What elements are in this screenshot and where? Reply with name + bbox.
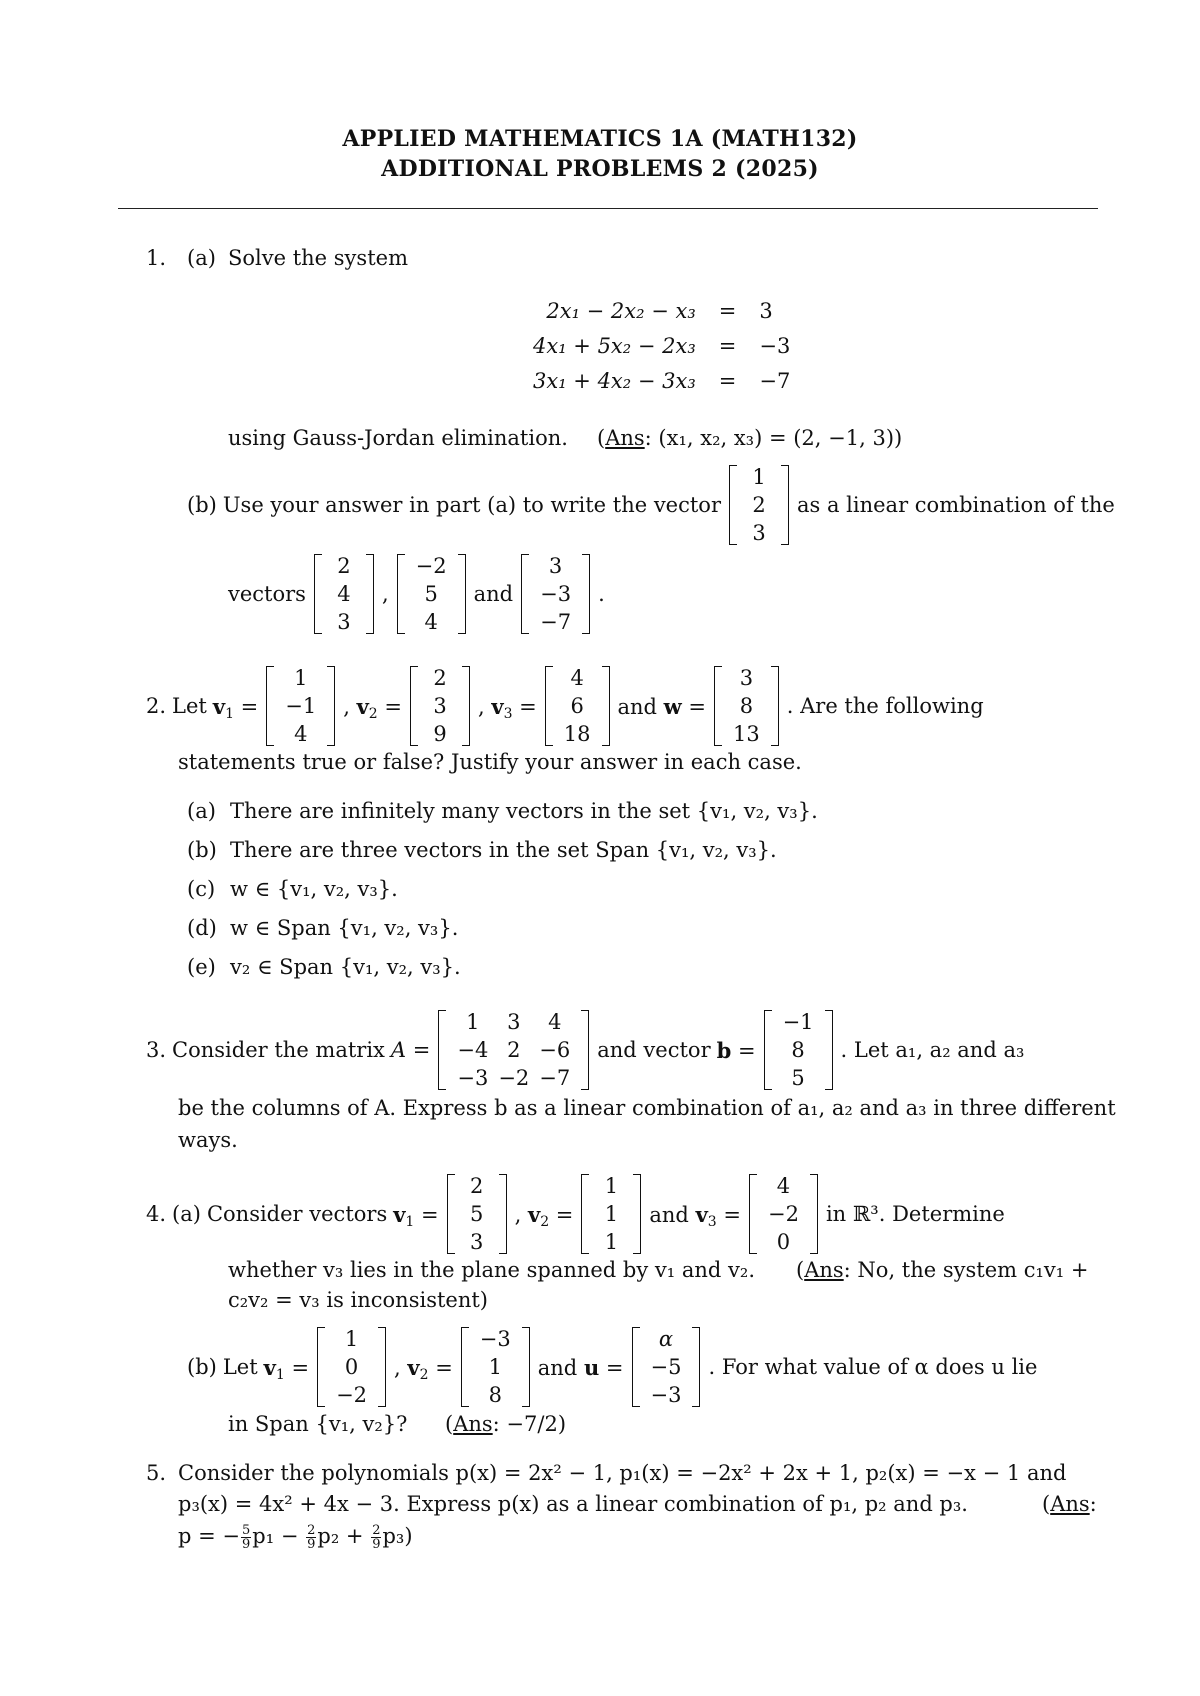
answer-label: Ans [804, 1258, 844, 1282]
equation-row [524, 329, 799, 364]
problem-1b-text: Use your answer in part (a) to write the vector [222, 493, 721, 517]
vector-entry: 1 [344, 1327, 359, 1351]
vector-entry: 3 [433, 694, 447, 718]
problem-2d-text: w ∈ Span {v₁, v₂, v₃}. [230, 916, 459, 940]
matrix-entry: −2 [498, 1066, 530, 1090]
answer-value: : (x₁, x₂, x₃) = (2, −1, 3)) [644, 426, 903, 450]
answer-value: : −7/2) [492, 1412, 567, 1436]
vector-v1 [315, 1325, 388, 1409]
equation-rhs: −3 [759, 334, 791, 358]
equation-rel: = [718, 299, 737, 323]
problem-4b-let: Let [222, 1355, 258, 1379]
vector-entry: 4 [776, 1174, 791, 1198]
problem-3-tail: . Let a₁, a₂ and a₃ [840, 1038, 1025, 1062]
answer-label: Ans [605, 426, 645, 450]
matrix-entry: 2 [507, 1038, 521, 1062]
problem-4a-tail: in ℝ³. Determine [825, 1202, 1005, 1226]
vector-entry: 1 [294, 666, 308, 690]
vector-v2 [408, 664, 472, 748]
vector-u [630, 1325, 703, 1409]
problem-2c-label: (c) [187, 877, 216, 901]
problem-2b-text: There are three vectors in the set Span {v₁, v₂, v₃}. [230, 838, 777, 862]
vector-v2 [579, 1172, 643, 1256]
vector-entry: α [658, 1327, 674, 1351]
problem-3-intro: Consider the matrix [172, 1038, 385, 1062]
problem-1a-answer: (Ans: (x₁, x₂, x₃) = (2, −1, 3)) [597, 426, 903, 450]
vector-entry: 3 [752, 521, 766, 545]
vector-entry: 4 [424, 610, 438, 634]
equation-lhs: 3x₁ + 4x₂ − 3x₃ [533, 369, 696, 393]
basis-vector [395, 552, 468, 636]
problem-2d-label: (d) [187, 916, 217, 940]
vector-entry: 8 [739, 694, 754, 718]
problem-1b-vectors-line: vectors 2 4 3 , −2 5 4 and 3 −3 −7 . [228, 554, 605, 634]
matrix-entry: −7 [539, 1066, 571, 1090]
equation-rhs: −7 [759, 369, 791, 393]
problem-1a-text: Solve the system [228, 246, 408, 270]
problem-4a-line-3: c₂v₂ = v₃ is inconsistent) [228, 1288, 488, 1312]
matrix-entry: 3 [507, 1010, 521, 1034]
fraction-denominator: 9 [307, 1537, 316, 1552]
vector-entry: −2 [415, 554, 447, 578]
problem-2-line-2: statements true or false? Justify your answer in each case. [178, 750, 802, 774]
equation-row [524, 294, 799, 329]
vector-v3 [543, 664, 612, 748]
problem-4a-line-2: whether v₃ lies in the plane spanned by v₁ and v₂. [228, 1258, 755, 1282]
linear-system [524, 294, 799, 399]
vector-entry: −2 [336, 1383, 368, 1407]
vector-entry: 2 [752, 493, 766, 517]
problem-1b-label: (b) [187, 493, 217, 517]
target-vector [727, 463, 791, 547]
vector-entry: 3 [739, 666, 754, 690]
matrix-entry: 1 [466, 1010, 480, 1034]
answer-term: p₁ − [252, 1524, 306, 1548]
problem-2-tail: . Are the following [786, 694, 984, 718]
vector-entry: −5 [650, 1355, 682, 1379]
matrix-A [436, 1008, 591, 1092]
and-word: and [473, 582, 514, 606]
vector-v1 [445, 1172, 509, 1256]
vector-entry: 1 [604, 1202, 619, 1226]
fraction [306, 1524, 316, 1551]
problem-5-line-1: Consider the polynomials p(x) = 2x² − 1, p₁(x) = −2x² + 2x + 1, p₂(x) = −x − 1 and [178, 1461, 1067, 1485]
vector-entry: 8 [488, 1383, 502, 1407]
fraction-denominator: 9 [242, 1537, 251, 1552]
vector-entry: 1 [488, 1355, 502, 1379]
problem-2e-label: (e) [187, 955, 216, 979]
fraction [371, 1524, 381, 1551]
vector-entry: 8 [791, 1038, 805, 1062]
vector-entry: 5 [791, 1066, 805, 1090]
vector-v2 [459, 1325, 532, 1409]
vector-entry: 1 [604, 1230, 619, 1254]
vector-entry: 2 [469, 1174, 484, 1198]
vector-entry: 3 [337, 610, 351, 634]
equation-row [524, 364, 799, 399]
vector-entry: 18 [563, 722, 591, 746]
vector-entry: 4 [570, 666, 584, 690]
problem-2-number: 2. [146, 694, 167, 718]
problem-2e-text: v₂ ∈ Span {v₁, v₂, v₃}. [230, 955, 461, 979]
basis-vector [312, 552, 376, 636]
problem-4-number: 4. [146, 1202, 167, 1226]
fraction-numerator: 2 [307, 1523, 316, 1538]
vector-w [712, 664, 781, 748]
matrix-entry: −3 [457, 1066, 489, 1090]
problem-1-number: 1. [146, 246, 167, 270]
problem-4b-label: (b) [187, 1355, 217, 1379]
problem-2a-text: There are infinitely many vectors in the set {v₁, v₂, v₃}. [230, 799, 818, 823]
answer-suffix: p₃) [382, 1524, 413, 1548]
problem-1a-method: using Gauss-Jordan elimination. [228, 426, 568, 450]
vector-v3 [747, 1172, 820, 1256]
vector-v1 [264, 664, 337, 748]
problem-1b-line [187, 463, 1121, 547]
problem-2a-label: (a) [187, 799, 216, 823]
document-title: APPLIED MATHEMATICS 1A (MATH132) [342, 126, 858, 152]
vector-entry: −3 [650, 1383, 682, 1407]
header-divider [118, 208, 1098, 209]
fraction [241, 1524, 251, 1551]
vector-entry: 2 [337, 554, 351, 578]
fraction-numerator: 2 [372, 1523, 381, 1538]
vector-entry: 4 [294, 722, 308, 746]
vector-entry: 5 [424, 582, 438, 606]
equation-lhs: 2x₁ − 2x₂ − x₃ [546, 299, 696, 323]
vector-b [762, 1008, 835, 1092]
vector-entry: 0 [776, 1230, 791, 1254]
vector-entry: 2 [433, 666, 447, 690]
vector-entry: 3 [548, 554, 563, 578]
problem-2-line: 2. Let $v_1$ = 1 −1 4 , $v_2$ = 2 3 9 , $v_3$ = 4 6 18 and w = 3 8 13 . Are the following [146, 666, 984, 746]
problem-5-answer-open: (Ans: [1042, 1492, 1097, 1516]
vector-entry: 13 [733, 722, 760, 746]
fraction-numerator: 5 [242, 1523, 251, 1538]
problem-4a-line: 4. (a) Consider vectors $v_1$ = 2 5 3 , $v_2$ = 1 1 1 and $v_3$ = 4 −2 0 in ℝ³. Determine [146, 1174, 1005, 1254]
vector-entry: −1 [782, 1010, 814, 1034]
problem-4a-label: (a) [172, 1202, 201, 1226]
equation-rhs: 3 [759, 299, 773, 323]
vector-entry: 5 [469, 1202, 484, 1226]
equation-rel: = [718, 369, 737, 393]
document-subtitle: ADDITIONAL PROBLEMS 2 (2025) [381, 156, 819, 182]
vector-entry: −2 [767, 1202, 799, 1226]
problem-3-and-vector: and vector [597, 1038, 711, 1062]
vector-entry: 3 [469, 1230, 484, 1254]
vector-entry: 0 [344, 1355, 359, 1379]
problem-4a-intro: Consider vectors [206, 1202, 388, 1226]
equation-lhs: 4x₁ + 5x₂ − 2x₃ [533, 334, 696, 358]
problem-3-line-2: be the columns of A. Express b as a linear combination of a₁, a₂ and a₃ in three different [178, 1096, 1116, 1120]
problem-2b-label: (b) [187, 838, 217, 862]
vector-entry: 9 [433, 722, 447, 746]
answer-label: Ans [453, 1412, 493, 1436]
problem-1b-text-2: as a linear combination of the [797, 493, 1115, 517]
problem-3-line-3: ways. [178, 1128, 238, 1152]
matrix-entry: −6 [539, 1038, 571, 1062]
problem-4b-line-2: in Span {v₁, v₂}? [228, 1412, 408, 1436]
vector-entry: 1 [752, 465, 766, 489]
problem-3-line: 3. Consider the matrix A = 1 3 4 −4 2 −6 −3 −2 −7 and vector b = −1 8 5 . Let a₁, a₂ and a₃ [146, 1010, 1025, 1090]
equation-rel: = [718, 334, 737, 358]
vector-entry: 6 [570, 694, 584, 718]
answer-value: : No, the system c₁v₁ + [843, 1258, 1089, 1282]
problem-4b-answer: (Ans: −7/2) [445, 1412, 567, 1436]
problem-5-answer [178, 1522, 413, 1551]
problem-2c-text: w ∈ {v₁, v₂, v₃}. [230, 877, 398, 901]
vector-entry: 1 [604, 1174, 619, 1198]
problem-2-let: Let [172, 694, 207, 718]
vector-entry: 4 [337, 582, 351, 606]
vector-entry: −7 [540, 610, 572, 634]
problem-5-number: 5. [146, 1461, 167, 1485]
answer-prefix: p = − [178, 1524, 240, 1548]
problem-3-number: 3. [146, 1038, 167, 1062]
answer-term: p₂ + [317, 1524, 371, 1548]
problem-4b-line: (b) Let $v_1$ = 1 0 −2 , $v_2$ = −3 1 8 and u = α −5 −3 . For what value of α does u lie [187, 1327, 1038, 1407]
problem-4a-answer: (Ans: No, the system c₁v₁ + [796, 1258, 1089, 1282]
matrix-entry: 4 [548, 1010, 562, 1034]
matrix-entry: −4 [457, 1038, 489, 1062]
answer-label: Ans [1050, 1492, 1090, 1516]
basis-vector [519, 552, 592, 636]
problem-1b-vectors-word: vectors [228, 582, 306, 606]
fraction-denominator: 9 [372, 1537, 381, 1552]
problem-1a-label: (a) [187, 246, 216, 270]
problem-4b-tail: . For what value of α does u lie [708, 1355, 1038, 1379]
vector-entry: −3 [479, 1327, 511, 1351]
vector-entry: −1 [285, 694, 317, 718]
vector-entry: −3 [540, 582, 572, 606]
problem-5-line-2: p₃(x) = 4x² + 4x − 3. Express p(x) as a linear combination of p₁, p₂ and p₃. [178, 1492, 968, 1516]
